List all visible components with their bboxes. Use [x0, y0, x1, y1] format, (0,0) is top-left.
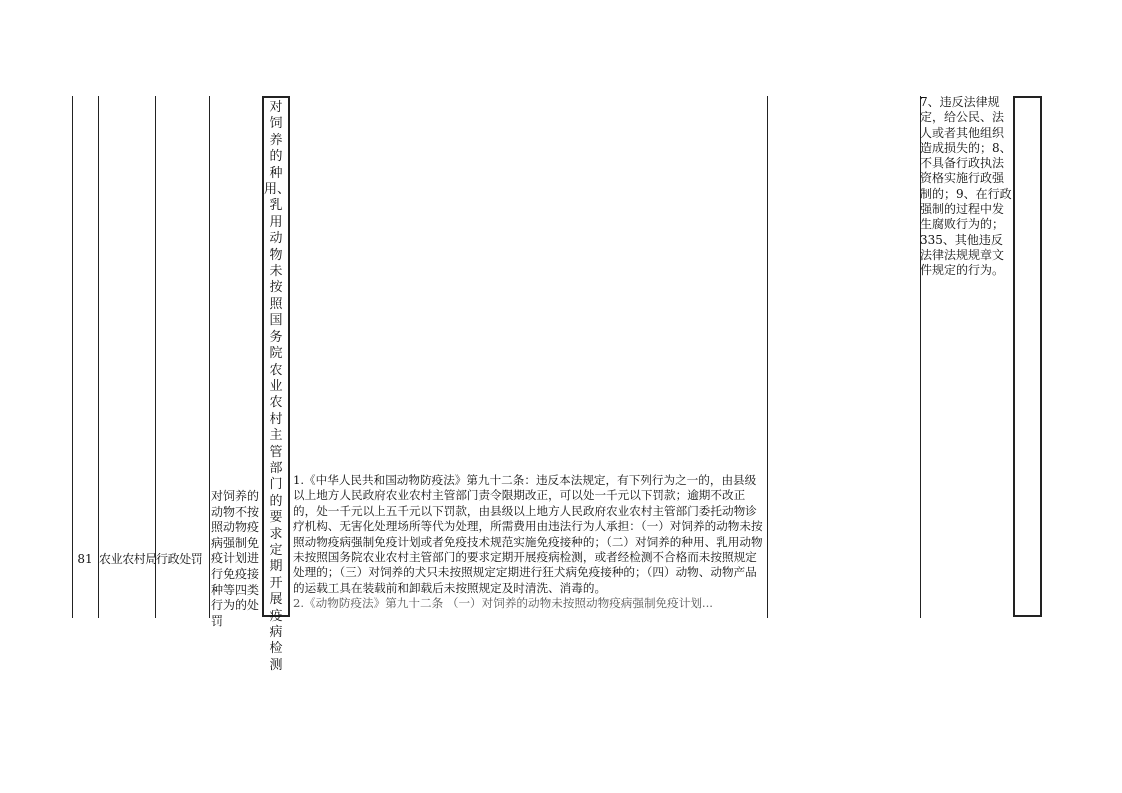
- sub-item-cell: [262, 96, 291, 673]
- legal-basis-text: 1.《中华人民共和国动物防疫法》第九十二条：违反本法规定，有下列行为之一的，由县级以上地方人民政府农业农村主管部门责令限期改正，可以处一千元以下罚款；逾期不改正的，处一千元以上五千元以下罚款，由县级以上地方人民政府农业农村主管部门委托动物诊疗机构、无害化处理场所等代为处理，所需费用由违法行为人承担：（一）对饲养的动物未按照动物疫病强制免疫计划或者免疫技术规范实施免疫接种的；（二）对饲养的种用、乳用动物未按照国务院农业农村主管部门的要求定期开展疫病检测，或者经检测不合格而未按照规定处理的；（三）对饲养的犬只未按照规定定期进行狂犬病免疫接种的；（四）动物、动物产品的运载工具在装载前和卸载后未按照规定及时清洗、消毒的。: [293, 473, 763, 595]
- item-name-cell: 对饲养的动物不按照动物疫病强制免疫计划进行免疫接种等四类行为的处罚: [211, 489, 260, 628]
- grid-line: [72, 96, 73, 618]
- power-type-cell: 行政处罚: [156, 552, 203, 566]
- responsibility-cell: 7、违反法律规定，给公民、法人或者其他组织造成损失的；8、不具备行政执法资格实施行政强制的；9、在行政强制的过程中发生腐败行为的；335、其他违反法律法规规章文件规定的行为。: [920, 95, 1012, 278]
- last-column-cell: [1013, 96, 1042, 617]
- grid-line: [209, 96, 210, 618]
- legal-basis-overflow-text: 2.《动物防疫法》第九十二条 （一）对饲养的动物未按照动物疫病强制免疫计划...: [293, 596, 713, 611]
- department-cell: 农业农村局: [99, 552, 158, 566]
- legal-basis-cell: [293, 473, 763, 618]
- grid-line: [767, 96, 768, 618]
- grid-line: [98, 96, 99, 618]
- sub-item-text: 对饲养的种用、乳用动物未按照国务院农业农村主管部门的要求定期开展疫病检测: [264, 100, 291, 673]
- grid-line: [155, 96, 156, 618]
- row-number: 81: [77, 552, 93, 566]
